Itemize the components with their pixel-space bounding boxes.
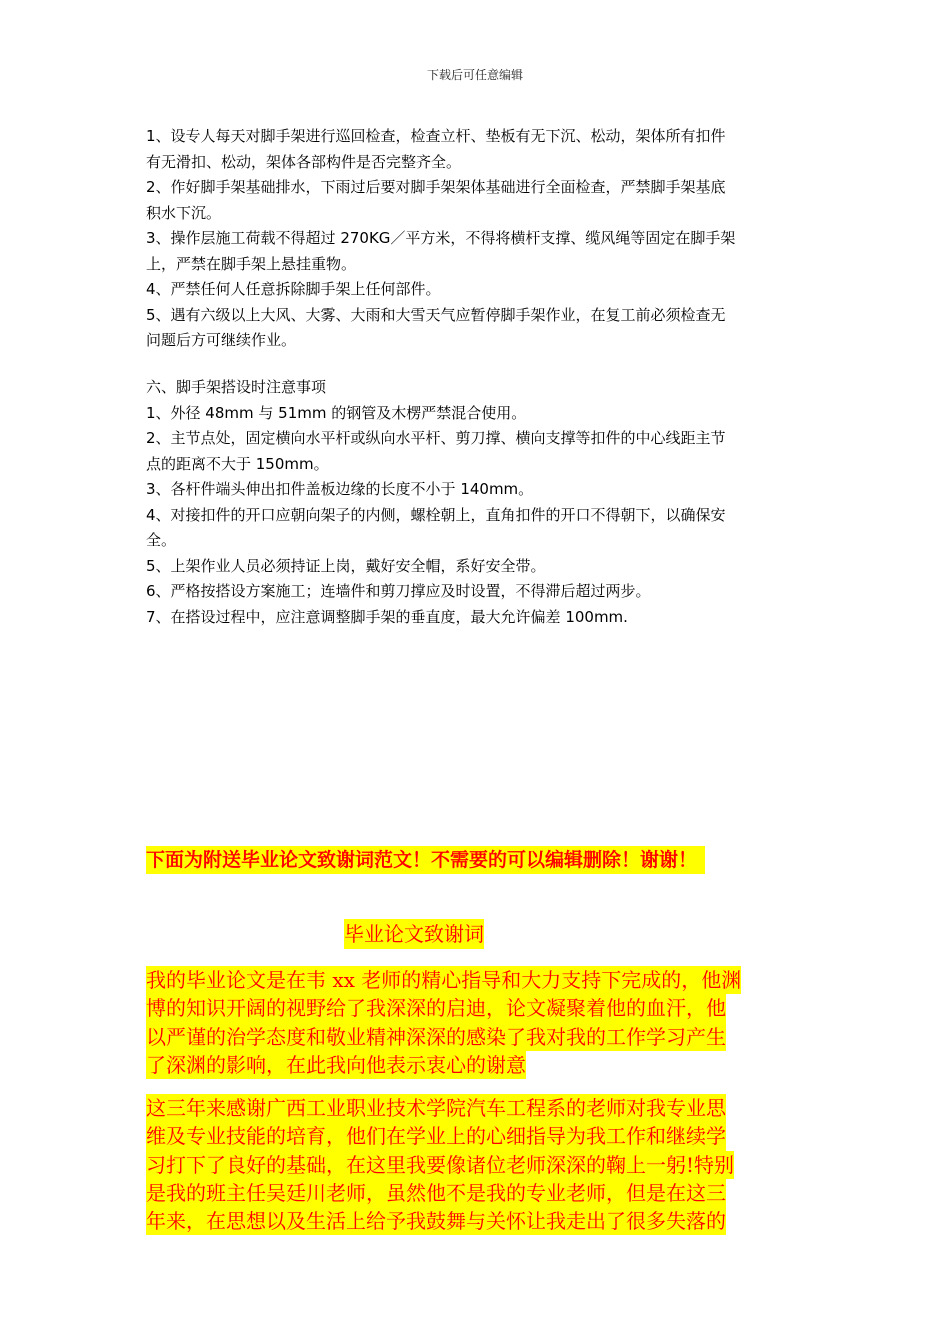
text-line: 4、严禁任何人任意拆除脚手架上任何部件。 — [146, 280, 441, 298]
text-line: 6、严格按搭设方案施工；连墙件和剪刀撑应及时设置，不得滞后超过两步。 — [146, 582, 651, 600]
paragraph-line: 习打下了良好的基础，在这里我要像诸位老师深深的鞠上一躬!特别 — [146, 1151, 734, 1179]
text-line: 上，严禁在脚手架上悬挂重物。 — [146, 254, 357, 273]
text-line: 3、操作层施工荷载不得超过 270KG／平方米，不得将横杆支撑、缆风绳等固定在脚手架 — [146, 229, 736, 247]
paragraph-line: 维及专业技能的培育，他们在学业上的心细指导为我工作和继续学 — [146, 1122, 726, 1150]
text-line: 点的距离不大于 150mm。 — [146, 454, 329, 473]
text-line: 1、设专人每天对脚手架进行巡回检查，检查立杆、垫板有无下沉、松动，架体所有扣件 — [146, 127, 726, 145]
section-heading: 六、脚手架搭设时注意事项 — [146, 378, 327, 396]
inspection-rules-section — [146, 124, 806, 354]
text-line: 5、上架作业人员必须持证上岗，戴好安全帽，系好安全带。 — [146, 556, 546, 575]
text-line: 积水下沉。 — [146, 203, 222, 222]
text-line: 3、各杆件端头伸出扣件盖板边缘的长度不小于 140mm。 — [146, 480, 534, 498]
paragraph-line: 以严谨的治学态度和敬业精神深深的感染了我对我的工作学习产生 — [146, 1023, 726, 1051]
thanks-title: 毕业论文致谢词 — [344, 919, 484, 949]
paragraph-line: 是我的班主任吴廷川老师，虽然他不是我的专业老师，但是在这三 — [146, 1179, 726, 1207]
text-line: 2、作好脚手架基础排水，下雨过后要对脚手架架体基础进行全面检查，严禁脚手架基底 — [146, 178, 726, 196]
text-line: 问题后方可继续作业。 — [146, 331, 297, 349]
text-line: 有无滑扣、松动，架体各部构件是否完整齐全。 — [146, 152, 462, 171]
paragraph-line: 我的毕业论文是在韦 xx 老师的精心指导和大力支持下完成的，他渊 — [146, 966, 741, 994]
thanks-paragraph-1 — [146, 966, 806, 1079]
erection-notes-section — [146, 375, 806, 630]
text-line: 7、在搭设过程中，应注意调整脚手架的垂直度，最大允许偏差 100mm. — [146, 607, 628, 626]
text-line: 5、遇有六级以上大风、大雾、大雨和大雪天气应暂停脚手架作业，在复工前必须检查无 — [146, 305, 726, 324]
text-line: 全。 — [146, 531, 177, 549]
text-line: 2、主节点处，固定横向水平杆或纵向水平杆、剪刀撑、横向支撑等扣件的中心线距主节 — [146, 429, 726, 447]
paragraph-line: 了深渊的影响，在此我向他表示衷心的谢意 — [146, 1051, 526, 1079]
paragraph-line: 这三年来感谢广西工业职业技术学院汽车工程系的老师对我专业思 — [146, 1094, 726, 1122]
text-line: 4、对接扣件的开口应朝向架子的内侧，螺栓朝上，直角扣件的开口不得朝下，以确保安 — [146, 505, 726, 524]
appendix-notice: 下面为附送毕业论文致谢词范文！不需要的可以编辑删除！谢谢！ — [146, 846, 705, 874]
text-line: 1、外径 48mm 与 51mm 的钢管及木楞严禁混合使用。 — [146, 403, 527, 422]
page-header: 下载后可任意编辑 — [426, 68, 523, 82]
paragraph-line: 年来，在思想以及生活上给予我鼓舞与关怀让我走出了很多失落的 — [146, 1207, 726, 1235]
thanks-paragraph-2 — [146, 1094, 806, 1235]
paragraph-line: 博的知识开阔的视野给了我深深的启迪，论文凝聚着他的血汗，他 — [146, 994, 726, 1022]
